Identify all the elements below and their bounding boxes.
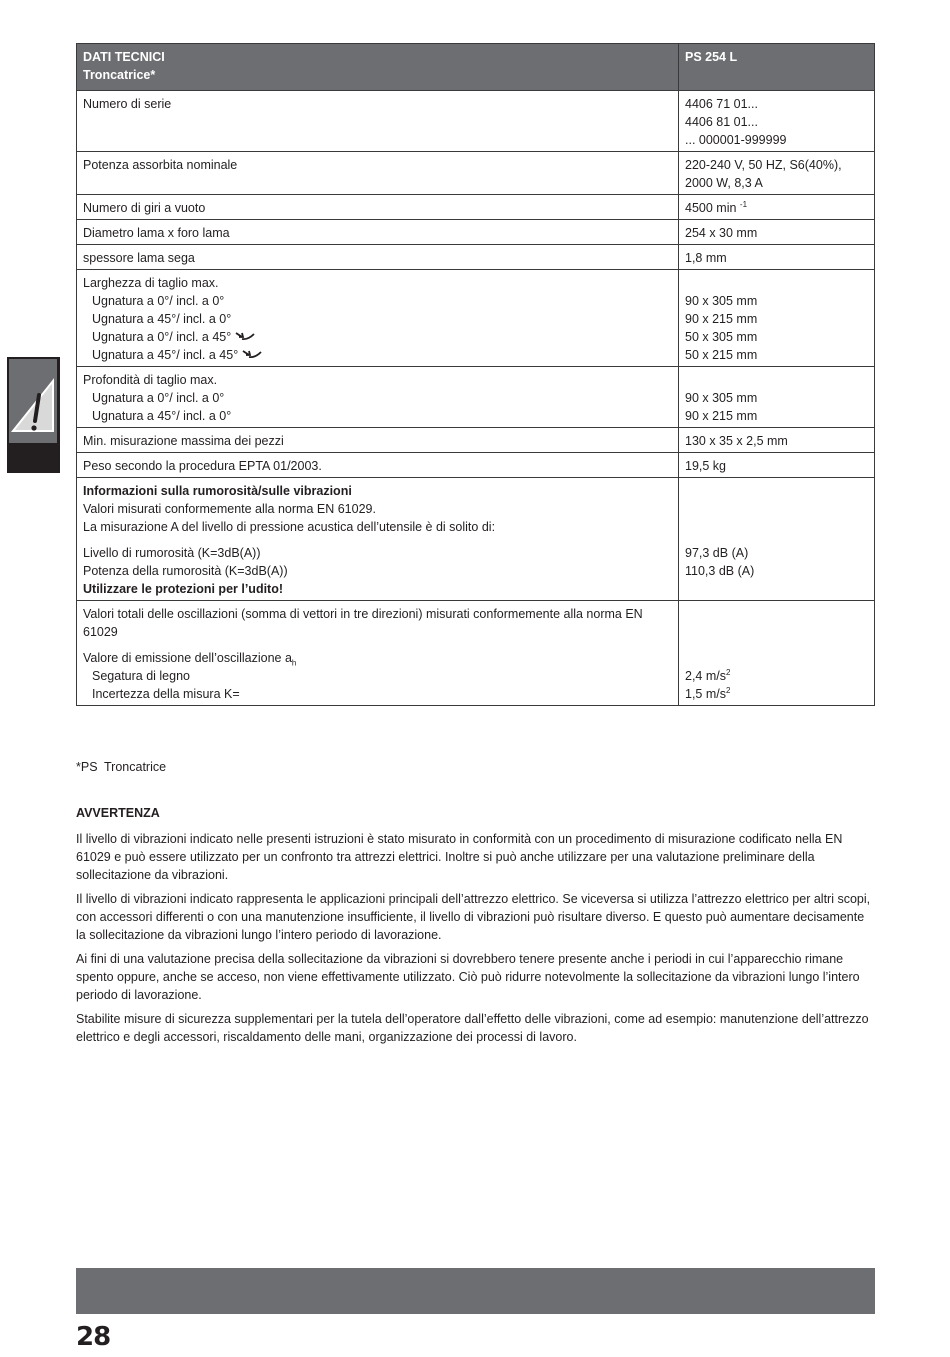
warning-body (76, 830, 876, 1052)
noise-values (679, 478, 875, 601)
bevel-arrow-icon (242, 349, 262, 359)
side-tab-panel (9, 359, 57, 443)
serial-value: ... 000001-999999 (685, 133, 787, 147)
noise-line: Valori misurati conformemente alla norma EN 61029. (83, 502, 376, 516)
serial-value: 4406 71 01... (685, 97, 758, 111)
speed-value: 4500 min (685, 201, 737, 215)
cut-depth-values (679, 367, 875, 428)
serial-values (679, 91, 875, 152)
cut-width-item-bevel (83, 328, 672, 346)
footnote-abbr: *PS (76, 760, 98, 774)
noise-pressure-label: Livello di rumorosità (K=3dB(A)) (83, 546, 261, 560)
speed-unit-exponent: -1 (739, 199, 748, 209)
warning-paragraph: Il livello di vibrazioni indicato nelle presenti istruzioni è stato misurato in conformità con un procedimento di misurazione codificato nella EN 61029 e può essere utilizzato per un confronto tra attrezzi elettrici. Inoltre si può anche utilizzare per una valutazione preliminare della sollecitazione da vibrazioni. (76, 832, 843, 882)
unit-exponent: 2 (726, 667, 731, 677)
cut-width-cell (77, 270, 679, 367)
vibration-uncertainty-label: Incertezza della misura K= (92, 687, 240, 701)
table-row-blade-diameter (77, 220, 875, 245)
warning-paragraph: Il livello di vibrazioni indicato rappresenta le applicazioni principali dell’attrezzo elettrico. Se viceversa si utilizza l’attrezzo elettrico per altri scopi, con accessori differenti o con una manutenzione insufficiente, il livello di vibrazioni può risultare diverso. E questo può aumentare decisamente la sollecitazione da vibrazioni lungo l’intero periodo di lavorazione. (76, 892, 871, 942)
table-row-blade-thickness (77, 245, 875, 270)
warning-paragraph: Ai fini di una valutazione precisa della sollecitazione da vibrazioni si dovrebbero tenere presente anche i periodi in cui l’apparecchio rimane spento oppure, anche se acceso, non viene effettivamente utilizzato. Ciò può ridurre notevolmente la sollecitazione da vibrazioni lungo l’intero periodo di lavorazione. (76, 952, 860, 1002)
table-row-power (77, 152, 875, 195)
header-title: DATI TECNICI (83, 50, 165, 64)
vibration-wood-label: Segatura di legno (92, 669, 190, 683)
vibration-uncertainty-value-line (685, 685, 868, 703)
header-model-cell (679, 44, 875, 91)
footnote-text: Troncatrice (104, 760, 167, 774)
cut-width-item: Ugnatura a 0°/ incl. a 45° (92, 330, 232, 344)
noise-pressure-value: 97,3 dB (A) (685, 546, 749, 560)
cut-width-value: 50 x 305 mm (685, 330, 758, 344)
vibration-emission-subscript: h (291, 658, 297, 668)
noise-line: La misurazione A del livello di pressione acustica dell’utensile è di solito di: (83, 520, 496, 534)
table-row-speed (77, 195, 875, 220)
cut-depth-label: Profondità di taglio max. (83, 373, 218, 387)
blade-thickness-value: 1,8 mm (679, 245, 875, 270)
cut-width-label: Larghezza di taglio max. (83, 276, 219, 290)
cut-depth-value: 90 x 305 mm (685, 391, 758, 405)
hearing-protection-warning: Utilizzare le protezioni per l’udito! (83, 582, 284, 596)
table-row-cut-depth (77, 367, 875, 428)
cut-width-item: Ugnatura a 45°/ incl. a 0° (92, 312, 232, 326)
vibration-wood-value: 2,4 m/s (685, 669, 726, 683)
power-label: Potenza assorbita nominale (77, 152, 679, 195)
weight-label: Peso secondo la procedura EPTA 01/2003. (77, 453, 679, 478)
cut-width-values (679, 270, 875, 367)
noise-power-label: Potenza della rumorosità (K=3dB(A)) (83, 564, 288, 578)
page-number: 28 (76, 1322, 111, 1352)
cut-width-value: 90 x 215 mm (685, 312, 758, 326)
header-model: PS 254 L (685, 50, 738, 64)
cut-width-item-bevel (83, 346, 672, 364)
blade-diameter-label: Diametro lama x foro lama (77, 220, 679, 245)
blade-thickness-label: spessore lama sega (77, 245, 679, 270)
unit-exponent: 2 (726, 685, 731, 695)
cut-width-item: Ugnatura a 45°/ incl. a 45° (92, 348, 239, 362)
vibration-values (679, 601, 875, 706)
warning-exclamation-icon (9, 359, 57, 443)
speed-label: Numero di giri a vuoto (77, 195, 679, 220)
cut-width-value: 90 x 305 mm (685, 294, 758, 308)
blade-diameter-value: 254 x 30 mm (679, 220, 875, 245)
cut-depth-cell (77, 367, 679, 428)
cut-width-item: Ugnatura a 0°/ incl. a 0° (92, 294, 225, 308)
warning-paragraph: Stabilite misure di sicurezza supplementari per la tutela dell’operatore dall’effetto delle vibrazioni, come ad esempio: manutenzione dell’attrezzo elettrico e degli accessori, riscaldamento delle mani, organizzazione dei processi di lavoro. (76, 1012, 869, 1044)
power-value: 220-240 V, 50 HZ, S6(40%), (685, 158, 842, 172)
min-piece-label: Min. misurazione massima dei pezzi (77, 428, 679, 453)
header-subtitle: Troncatrice* (83, 68, 156, 82)
min-piece-value: 130 x 35 x 2,5 mm (679, 428, 875, 453)
bevel-arrow-icon (235, 331, 255, 341)
cut-depth-value: 90 x 215 mm (685, 409, 758, 423)
serial-value: 4406 81 01... (685, 115, 758, 129)
table-row-cut-width (77, 270, 875, 367)
cut-depth-item: Ugnatura a 45°/ incl. a 0° (92, 409, 232, 423)
noise-power-value: 110,3 dB (A) (685, 564, 755, 578)
vibration-cell (77, 601, 679, 706)
speed-value-cell (679, 195, 875, 220)
warning-title: AVVERTENZA (76, 806, 160, 820)
vibration-intro: Valori totali delle oscillazioni (somma di vettori in tre direzioni) misurati conformemente alla norma EN 61029 (83, 607, 643, 639)
header-title-cell (77, 44, 679, 91)
table-row-vibration (77, 601, 875, 706)
noise-title: Informazioni sulla rumorosità/sulle vibrazioni (83, 484, 352, 498)
footer-bar (76, 1268, 875, 1314)
cut-depth-item: Ugnatura a 0°/ incl. a 0° (92, 391, 225, 405)
cut-width-value: 50 x 215 mm (685, 348, 758, 362)
weight-value: 19,5 kg (679, 453, 875, 478)
vibration-emission-label: Valore di emissione dell’oscillazione a (83, 651, 292, 665)
table-row-weight (77, 453, 875, 478)
side-section-tab (7, 357, 60, 473)
technical-data-table (76, 43, 875, 706)
noise-cell (77, 478, 679, 601)
vibration-wood-value-line (685, 667, 868, 685)
power-values (679, 152, 875, 195)
table-header-row (77, 44, 875, 91)
table-row-noise (77, 478, 875, 601)
vibration-emission-line (83, 649, 672, 667)
table-row-min-piece (77, 428, 875, 453)
footnote (76, 760, 166, 774)
power-value: 2000 W, 8,3 A (685, 176, 763, 190)
vibration-uncertainty-value: 1,5 m/s (685, 687, 726, 701)
serial-label: Numero di serie (77, 91, 679, 152)
table-row-serial (77, 91, 875, 152)
